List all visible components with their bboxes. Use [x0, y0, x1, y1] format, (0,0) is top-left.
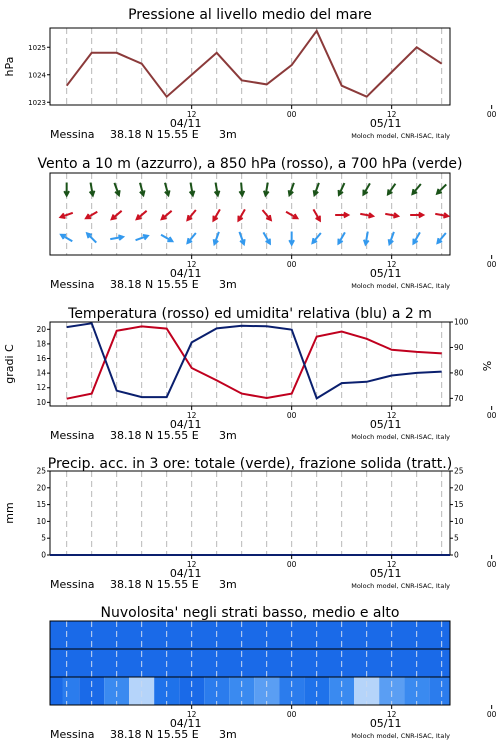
x-tick-label: 12	[386, 560, 397, 569]
date-label: 04/11	[169, 267, 202, 280]
date-label: 05/11	[369, 267, 402, 280]
y-tick-label: 1023	[28, 98, 46, 107]
cloud-cell	[50, 677, 63, 705]
y-tick-label: 5	[41, 533, 46, 543]
panel-title: Pressione al livello medio del mare	[128, 7, 372, 23]
footer-coords: 38.18 N 15.55 E	[110, 278, 199, 291]
y-tick-label: 10	[36, 397, 46, 407]
plot-frame	[50, 28, 450, 105]
x-tick-label: 00	[486, 710, 497, 719]
y-axis-label: gradi C	[3, 344, 16, 384]
x-tick-label: 00	[286, 710, 297, 719]
footer-coords: 38.18 N 15.55 E	[110, 128, 199, 141]
footer-model: Moloch model, CNR-ISAC, Italy	[351, 582, 450, 590]
y-tick-label: 10	[454, 516, 464, 526]
panel-title: Vento a 10 m (azzurro), a 850 hPa (rosso), a 700 hPa (verde)	[37, 156, 463, 172]
x-tick-label: 12	[186, 110, 197, 119]
x-tick-label: 12	[186, 710, 197, 719]
footer-model: Moloch model, CNR-ISAC, Italy	[351, 433, 450, 441]
y-tick-label: 25	[36, 466, 46, 476]
y-tick-label: 15	[454, 500, 464, 510]
footer-coords: 38.18 N 15.55 E	[110, 429, 199, 442]
x-tick-label: 00	[286, 411, 297, 420]
footer-elevation: 3m	[219, 728, 237, 741]
y-tick-label: 20	[36, 483, 46, 493]
footer-coords: 38.18 N 15.55 E	[110, 728, 199, 741]
y-tick-label: 1025	[28, 43, 46, 52]
y-tick-label: 20	[36, 324, 46, 334]
footer-model: Moloch model, CNR-ISAC, Italy	[351, 282, 450, 290]
y-axis-label: hPa	[3, 56, 16, 77]
footer-elevation: 3m	[219, 278, 237, 291]
x-tick-label: 12	[186, 260, 197, 269]
y-tick-label: 10	[36, 516, 46, 526]
y-tick-label: 12	[36, 383, 46, 393]
y-tick-label: 14	[36, 368, 46, 378]
footer-elevation: 3m	[219, 578, 237, 591]
panel-title: Precip. acc. in 3 ore: totale (verde), frazione solida (tratt.)	[47, 456, 453, 472]
date-label: 05/11	[369, 567, 402, 580]
x-tick-label: 12	[186, 560, 197, 569]
footer-location: Messina	[50, 578, 95, 591]
footer-model: Moloch model, CNR-ISAC, Italy	[351, 132, 450, 140]
y-tick-label: 20	[454, 483, 464, 493]
cloud-cell	[50, 649, 450, 677]
y-tick-label: 18	[36, 339, 46, 349]
humidity-line	[67, 323, 442, 398]
x-tick-label: 00	[486, 110, 497, 119]
date-label: 05/11	[369, 117, 402, 130]
y-axis-label: mm	[3, 502, 16, 524]
date-label: 05/11	[369, 717, 402, 730]
panel-title: Temperatura (rosso) ed umidita' relativa (blu) a 2 m	[68, 306, 432, 322]
cloud-cell	[50, 621, 450, 649]
footer-location: Messina	[50, 278, 95, 291]
date-label: 04/11	[169, 567, 202, 580]
date-label: 04/11	[169, 418, 202, 431]
x-tick-label: 00	[486, 260, 497, 269]
pressure-line	[67, 31, 442, 97]
footer-location: Messina	[50, 128, 95, 141]
y-tick-label: 0	[454, 550, 459, 560]
x-tick-label: 00	[286, 560, 297, 569]
y-tick-label: 90	[454, 342, 464, 352]
x-tick-label: 00	[286, 260, 297, 269]
date-label: 04/11	[169, 117, 202, 130]
x-tick-label: 12	[386, 411, 397, 420]
y-tick-label: 80	[454, 368, 464, 378]
footer-model: Moloch model, CNR-ISAC, Italy	[351, 732, 450, 740]
x-tick-label: 12	[386, 110, 397, 119]
plot-frame	[50, 322, 450, 406]
x-tick-label: 12	[386, 710, 397, 719]
footer-elevation: 3m	[219, 128, 237, 141]
y-tick-label: 15	[36, 500, 46, 510]
x-tick-label: 00	[486, 560, 497, 569]
y-tick-label: 70	[454, 393, 464, 403]
y-axis-label-right: %	[481, 360, 494, 372]
x-tick-label: 12	[186, 411, 197, 420]
footer-elevation: 3m	[219, 429, 237, 442]
footer-location: Messina	[50, 429, 95, 442]
cloud-cell	[63, 677, 80, 705]
temperature-line	[67, 326, 442, 398]
date-label: 04/11	[169, 717, 202, 730]
y-tick-label: 16	[36, 354, 46, 364]
date-label: 05/11	[369, 418, 402, 431]
y-tick-label: 5	[454, 533, 459, 543]
panel-title: Nuvolosita' negli strati basso, medio e alto	[100, 605, 400, 621]
plot-frame	[50, 471, 450, 555]
y-tick-label: 25	[454, 466, 464, 476]
y-tick-label: 1024	[28, 71, 46, 80]
y-tick-label: 0	[41, 550, 46, 560]
x-tick-label: 00	[486, 411, 497, 420]
footer-location: Messina	[50, 728, 95, 741]
x-tick-label: 12	[386, 260, 397, 269]
cloud-cell	[429, 677, 450, 705]
y-tick-label: 100	[454, 317, 469, 327]
footer-coords: 38.18 N 15.55 E	[110, 578, 199, 591]
x-tick-label: 00	[286, 110, 297, 119]
